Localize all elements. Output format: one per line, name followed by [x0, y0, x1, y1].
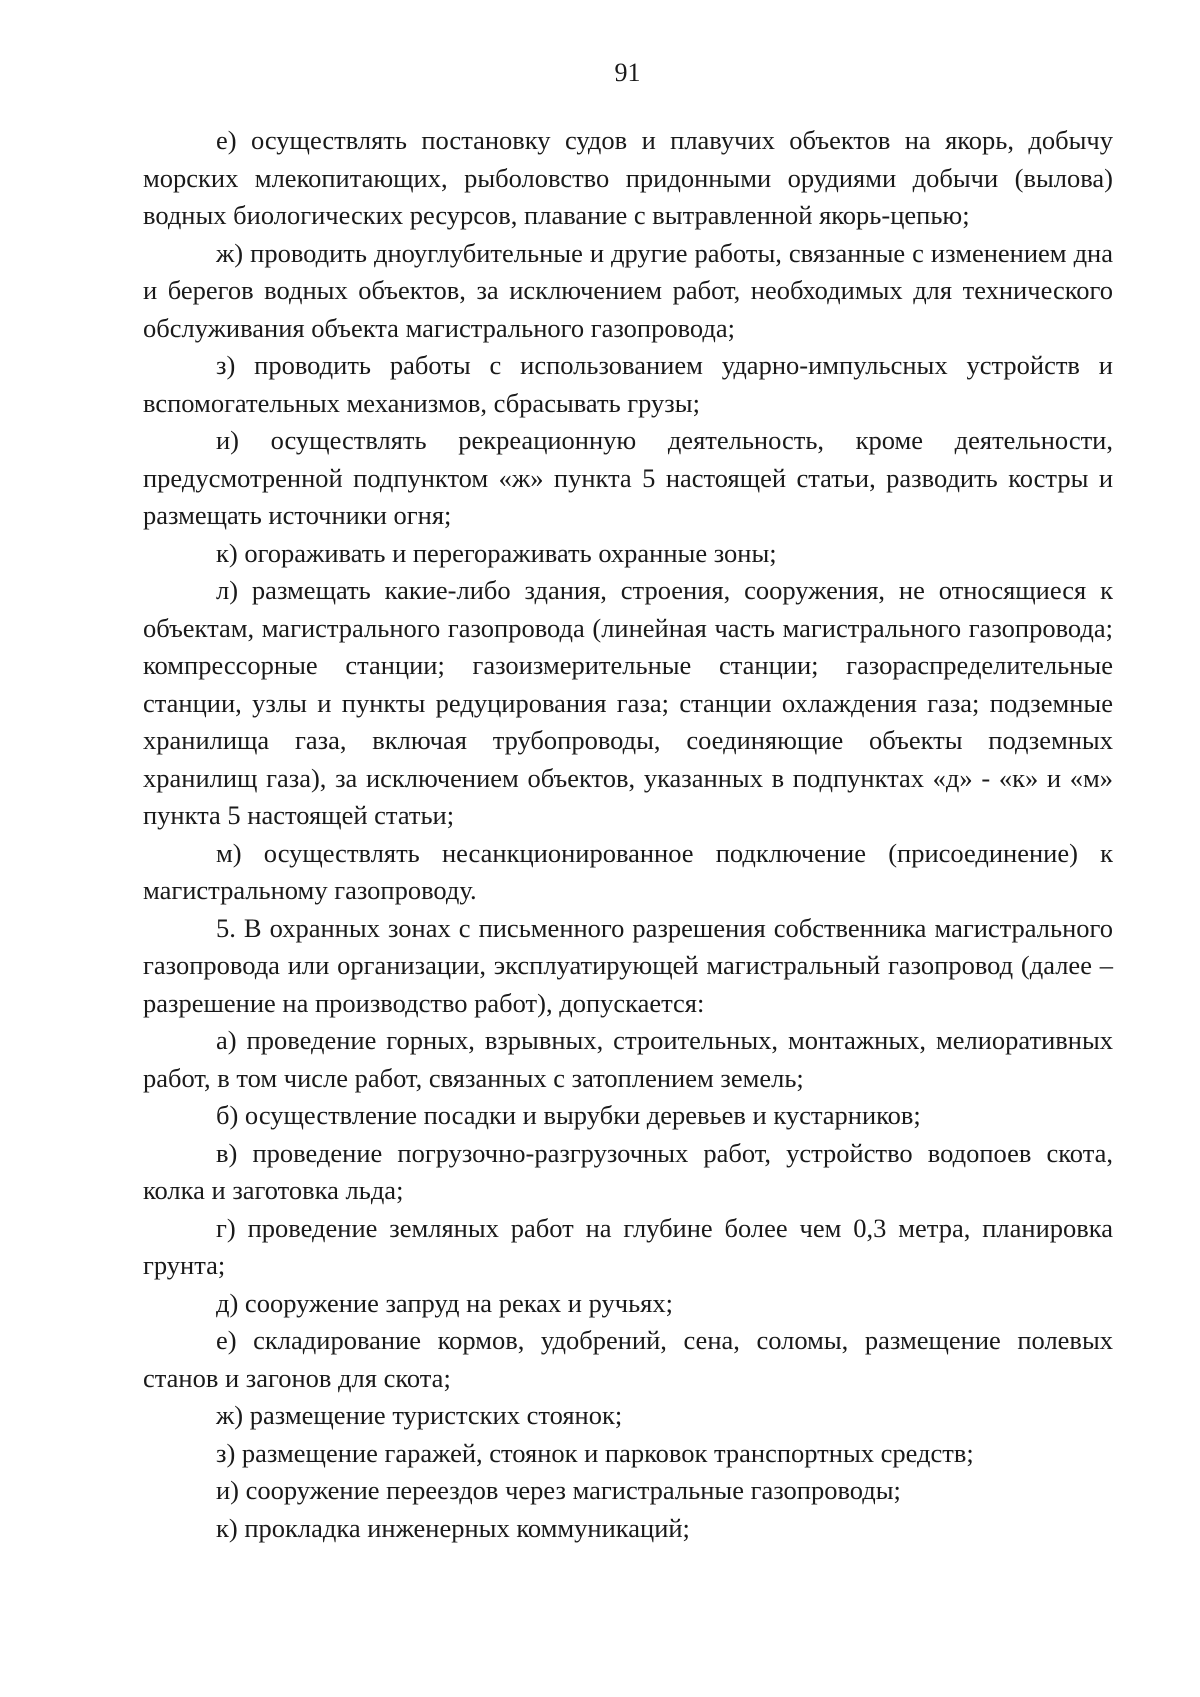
- paragraph-item-z-garages: з) размещение гаражей, стоянок и парковок транспортных средств;: [216, 1437, 974, 1468]
- paragraph-item-d-dams: д) сооружение запруд на реках и ручьях;: [216, 1287, 673, 1318]
- paragraph-item-e-storage: е) складирование кормов, удобрений, сена, соломы, размещение полевых станов и загонов для скота;: [143, 1325, 1113, 1393]
- document-body: [143, 122, 1113, 1547]
- paragraph-item-i-crossings: и) сооружение переездов через магистральные газопроводы;: [216, 1475, 901, 1505]
- page-number: 91: [614, 58, 641, 87]
- paragraph-item-l-buildings: л) размещать какие-либо здания, строения, сооружения, не относящиеся к объектам, магистрального газопровода (линейная часть магистрального газопровода; компрессорные станции; газоизмерительные станции; газораспределительные станции, узлы и пункты редуцирования газа; станции охлаждения газа; подземные хранилища газа, включая трубопроводы, соединяющие объекты подземных хранилищ газа), за исключением объектов, указанных в подпунктах «д» - «к» и «м» пункта 5 настоящей статьи;: [143, 575, 1113, 830]
- paragraph-item-a-mining: а) проведение горных, взрывных, строительных, монтажных, мелиоративных работ, в том числе работ, связанных с затоплением земель;: [143, 1025, 1113, 1093]
- paragraph-item-k-utilities: к) прокладка инженерных коммуникаций;: [216, 1512, 690, 1543]
- paragraph-item-g-earthworks: г) проведение земляных работ на глубине более чем 0,3 метра, планировка грунта;: [143, 1212, 1113, 1280]
- paragraph-item-b-trees: б) осуществление посадки и вырубки деревьев и кустарников;: [216, 1100, 921, 1130]
- paragraph-item-z-impact-works: з) проводить работы с использованием ударно-импульсных устройств и вспомогательных механизмов, сбрасывать грузы;: [143, 350, 1113, 418]
- paragraph-item-m-connection: м) осуществлять несанкционированное подключение (присоединение) к магистральному газопроводу.: [143, 837, 1113, 905]
- paragraph-item-v-loading: в) проведение погрузочно-разгрузочных работ, устройство водопоев скота, колка и заготовка льда;: [143, 1137, 1113, 1205]
- paragraph-item-zh-dredging: ж) проводить дноуглубительные и другие работы, связанные с изменением дна и берегов водных объектов, за исключением работ, необходимых для технического обслуживания объекта магистрального газопровода;: [143, 237, 1113, 343]
- paragraph-item-k-fencing: к) огораживать и перегораживать охранные зоны;: [216, 537, 777, 568]
- paragraph-item-i-recreation: и) осуществлять рекреационную деятельность, кроме деятельности, предусмотренной подпунктом «ж» пункта 5 настоящей статьи, разводить костры и размещать источники огня;: [143, 425, 1113, 530]
- paragraph-item-e-anchoring: е) осуществлять постановку судов и плавучих объектов на якорь, добычу морских млекопитающих, рыболовство придонными орудиями добычи (вылова) водных биологических ресурсов, плавание с вытравленной якорь-цепью;: [143, 125, 1113, 230]
- paragraph-section-5: 5. В охранных зонах с письменного разрешения собственника магистрального газопровода или организации, эксплуатирующей магистральный газопровод (далее – разрешение на производство работ), допускается:: [143, 912, 1113, 1018]
- paragraph-item-zh-tourist-camps: ж) размещение туристских стоянок;: [216, 1400, 623, 1430]
